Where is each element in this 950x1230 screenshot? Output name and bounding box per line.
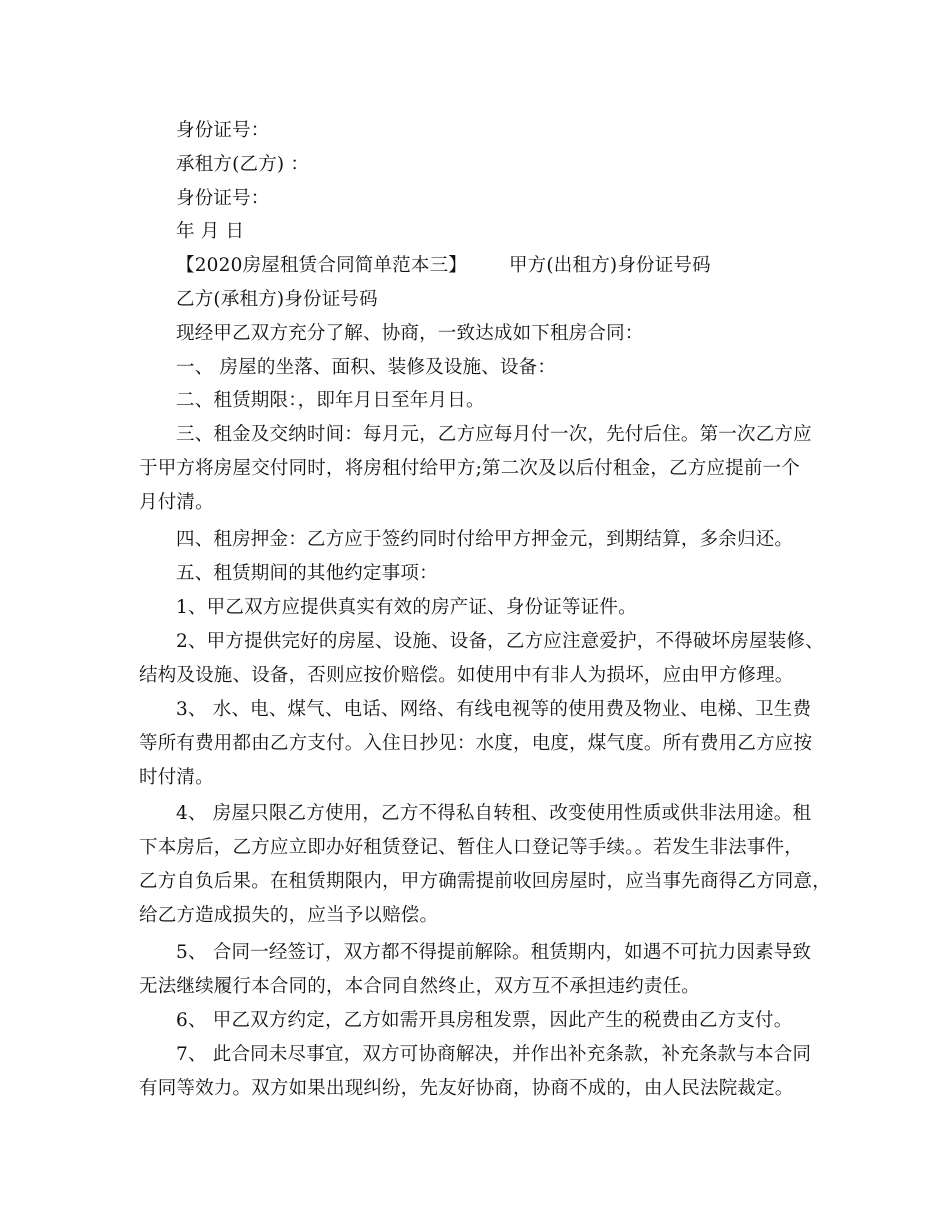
date-line: 年 月 日 bbox=[176, 221, 245, 242]
party-a-id-label: 甲方(出租方)身份证号码 bbox=[508, 255, 711, 276]
clause-3-line-3: 月付清。 bbox=[139, 492, 214, 513]
party-b-id-label: 乙方(承租方)身份证号码 bbox=[176, 289, 378, 310]
item-6: 6、 甲乙双方约定，乙方如需开具房租发票，因此产生的税费由乙方支付。 bbox=[176, 1010, 793, 1031]
item-4-line-3: 乙方自负后果。在租赁期限内，甲方确需提前收回房屋时，应当事先商得乙方同意， bbox=[139, 871, 831, 892]
item-5-line-2: 无法继续履行本合同的，本合同自然终止，双方互不承担违约责任。 bbox=[139, 976, 701, 997]
item-4-line-2: 下本房后，乙方应立即办好租赁登记、暂住人口登记等手续。。若发生非法事件， bbox=[139, 837, 803, 858]
item-3-line-3: 时付清。 bbox=[139, 767, 214, 788]
lessee-id-line: 身份证号： bbox=[176, 188, 270, 209]
clause-4: 四、租房押金：乙方应于签约同时付给甲方押金元，到期结算，多余归还。 bbox=[176, 529, 794, 550]
item-3-line-1: 3、 水、电、煤气、电话、网络、有线电视等的使用费及物业、电梯、卫生费 bbox=[176, 699, 812, 720]
item-2-line-2: 结构及设施、设备，否则应按价赔偿。如使用中有非人为损坏，应由甲方修理。 bbox=[139, 665, 794, 686]
clause-5-heading: 五、租赁期间的其他约定事项： bbox=[176, 563, 438, 584]
item-7-line-1: 7、 此合同未尽事宜，双方可协商解决，并作出补充条款，补充条款与本合同 bbox=[176, 1044, 812, 1065]
clause-3-line-2: 于甲方将房屋交付同时，将房租付给甲方;第二次及以后付租金，乙方应提前一个 bbox=[139, 458, 800, 479]
item-7-line-2: 有同等效力。双方如果出现纠纷，先友好协商，协商不成的，由人民法院裁定。 bbox=[139, 1078, 794, 1099]
lessee-line: 承租方(乙方) ： bbox=[176, 154, 310, 175]
item-4-line-4: 给乙方造成损失的，应当予以赔偿。 bbox=[139, 905, 439, 926]
item-2-line-1: 2、甲方提供完好的房屋、设施、设备，乙方应注意爱护，不得破坏房屋装修、 bbox=[176, 631, 824, 652]
item-5-line-1: 5、 合同一经签订，双方都不得提前解除。租赁期内，如遇不可抗力因素导致 bbox=[176, 942, 812, 963]
clause-2: 二、租赁期限：，即年月日至年月日。 bbox=[176, 390, 485, 411]
lessor-id-line: 身份证号： bbox=[176, 120, 270, 141]
clause-3-line-1: 三、租金及交纳时间：每月元，乙方应每月付一次，先付后住。第一次乙方应 bbox=[176, 424, 812, 445]
item-3-line-2: 等所有费用都由乙方支付。入住日抄见：水度，电度，煤气度。所有费用乙方应按 bbox=[139, 733, 813, 754]
section-heading-line bbox=[176, 254, 711, 278]
section-title: 【2020房屋租赁合同简单范本三】 bbox=[176, 255, 467, 276]
preamble-paragraph: 现经甲乙双方充分了解、协商，一致达成如下租房合同： bbox=[176, 323, 644, 344]
clause-1: 一、 房屋的坐落、面积、装修及设施、设备： bbox=[176, 357, 557, 378]
item-4-line-1: 4、 房屋只限乙方使用，乙方不得私自转租、改变使用性质或供非法用途。租 bbox=[176, 803, 812, 824]
item-1: 1、甲乙双方应提供真实有效的房产证、身份证等证件。 bbox=[176, 597, 637, 618]
